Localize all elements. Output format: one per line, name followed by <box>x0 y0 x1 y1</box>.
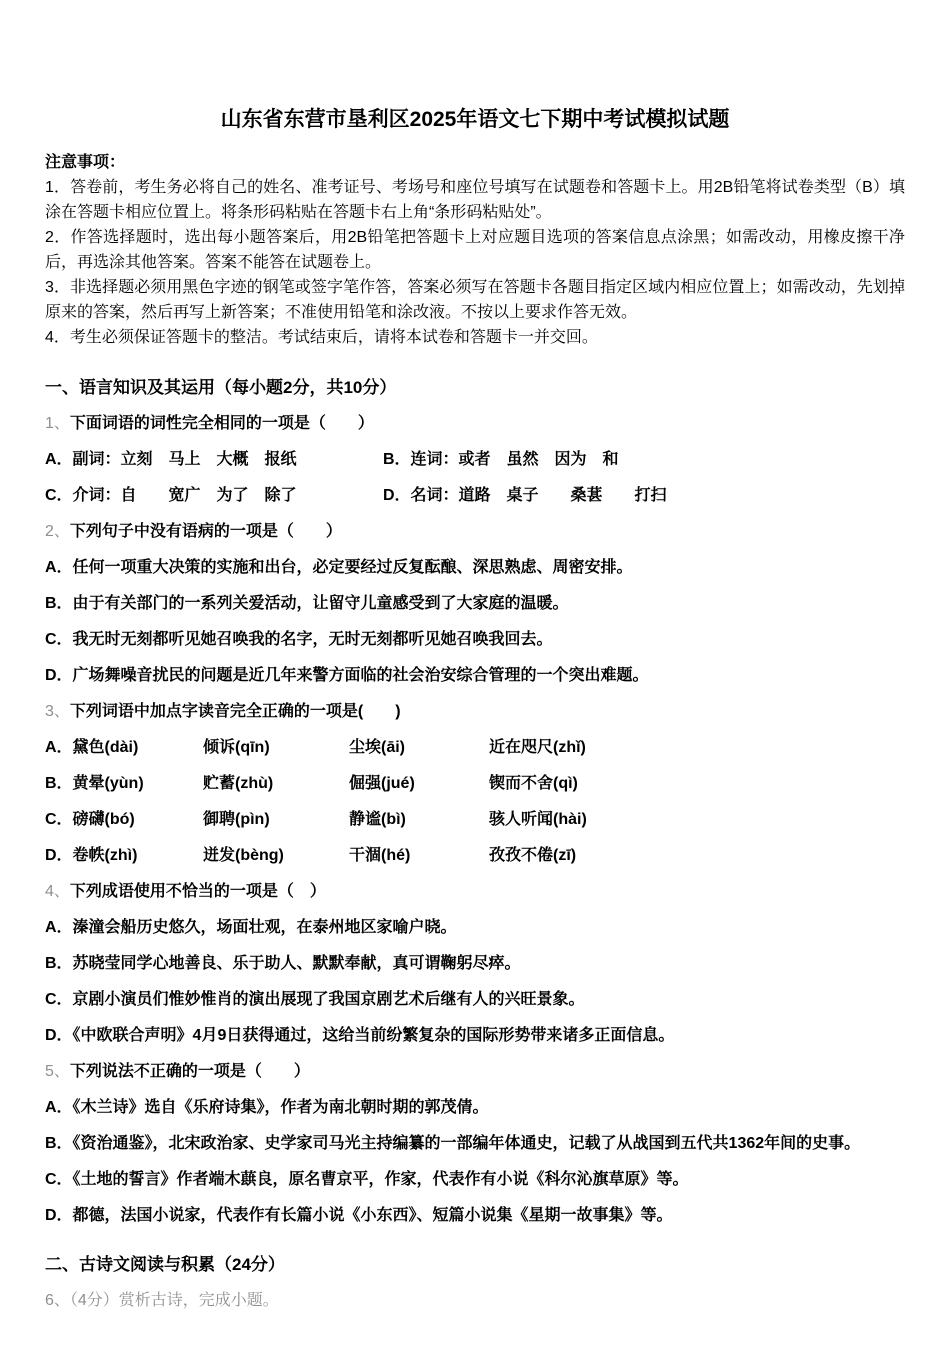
question-2-text: 下列句子中没有语病的一项是（ ） <box>69 523 342 540</box>
question-3-option-d <box>45 845 905 867</box>
section-language-knowledge <box>45 377 905 1227</box>
notice-item-3: 3．非选择题必须用黑色字迹的钢笔或签字笔作答，答案必须写在答题卡各题目指定区域内相应位置上；如需改动，先划掉原来的答案，然后再写上新答案；不准使用铅笔和涂改液。不按以上要求作答无效。 <box>45 279 905 321</box>
question-5-text: 下列说法不正确的一项是（ ） <box>69 1063 310 1080</box>
question-3-option-c-word-4: 骇人听闻(hài) <box>489 811 587 828</box>
exam-title: 山东省东营市垦利区2025年语文七下期中考试模拟试题 <box>220 108 730 131</box>
question-3-option-b-word-1: B．黄晕(yùn) <box>45 775 144 792</box>
question-3-option-c-word-2: 御聘(pìn) <box>203 811 270 828</box>
question-5-option-a: A．《木兰诗》选自《乐府诗集》，作者为南北朝时期的郭茂倩。 <box>45 1099 489 1116</box>
question-1-stem <box>45 413 905 435</box>
question-1-text: 下面词语的词性完全相同的一项是（ ） <box>69 415 374 432</box>
question-1-options-row-1 <box>45 449 905 471</box>
question-2-number: 2、 <box>45 523 70 540</box>
question-5-option-b: B．《资治通鉴》，北宋政治家、史学家司马光主持编纂的一部编年体通史，记载了从战国到五代共1362年间的史事。 <box>45 1135 861 1152</box>
section-two-heading: 二、古诗文阅读与积累（24分） <box>45 1255 285 1274</box>
question-3-option-a-word-4: 近在咫尺(zhǐ) <box>489 739 586 756</box>
question-3-option-a <box>45 737 905 759</box>
question-1-option-b: B．连词：或者 虽然 因为 和 <box>383 451 619 468</box>
section-one-heading: 一、语言知识及其运用（每小题2分，共10分） <box>45 378 397 397</box>
question-3-option-c-word-3: 静谧(bì) <box>349 811 406 828</box>
question-2-option-c: C．我无时无刻都听见她召唤我的名字，无时无刻都听见她召唤我回去。 <box>45 631 553 648</box>
question-4-option-c: C．京剧小演员们惟妙惟肖的演出展现了我国京剧艺术后继有人的兴旺景象。 <box>45 991 585 1008</box>
question-4-option-a: A．溱潼会船历史悠久，场面壮观，在泰州地区家喻户晓。 <box>45 919 457 936</box>
question-6-number: 6、 <box>45 1292 70 1309</box>
question-3-option-b-word-4: 锲而不舍(qì) <box>489 775 578 792</box>
question-1-options-row-2 <box>45 485 905 507</box>
question-1-option-a: A．副词：立刻 马上 大概 报纸 <box>45 451 297 468</box>
notice-item-4: 4．考生必须保证答题卡的整洁。考试结束后，请将本试卷和答题卡一并交回。 <box>45 329 598 346</box>
question-1-option-c: C．介词：自 宽广 为了 除了 <box>45 487 297 504</box>
question-5-number: 5、 <box>45 1063 70 1080</box>
notice-section <box>45 150 905 350</box>
question-3-option-b <box>45 773 905 795</box>
question-3-option-b-word-2: 贮蓄(zhù) <box>203 775 274 792</box>
notice-heading: 注意事项： <box>45 154 126 171</box>
question-4-number: 4、 <box>45 883 70 900</box>
section-classical-poetry <box>45 1254 905 1312</box>
question-3-option-a-word-1: A．黛色(dài) <box>45 739 139 756</box>
question-6-text: （4分）赏析古诗，完成小题。 <box>69 1292 279 1309</box>
question-5-option-d: D．都德，法国小说家，代表作有长篇小说《小东西》、短篇小说集《星期一故事集》等。 <box>45 1207 673 1224</box>
question-4-option-d: D．《中欧联合声明》4月9日获得通过，这给当前纷繁复杂的国际形势带来诸多正面信息。 <box>45 1027 675 1044</box>
question-3-option-d-word-3: 干涸(hé) <box>349 847 411 864</box>
question-3-option-c <box>45 809 905 831</box>
question-3-option-d-word-2: 迸发(bèng) <box>203 847 284 864</box>
question-4-option-b: B．苏晓莹同学心地善良、乐于助人、默默奉献，真可谓鞠躬尽瘁。 <box>45 955 521 972</box>
question-3-option-c-word-1: C．磅礴(bó) <box>45 811 135 828</box>
question-1-number: 1、 <box>45 415 70 432</box>
question-3-option-a-word-2: 倾诉(qīn) <box>203 739 270 756</box>
question-2-option-a: A．任何一项重大决策的实施和出台，必定要经过反复酝酿、深思熟虑、周密安排。 <box>45 559 633 576</box>
question-1-option-d: D．名词：道路 桌子 桑葚 打扫 <box>383 487 667 504</box>
question-2-option-b: B．由于有关部门的一系列关爱活动，让留守儿童感受到了大家庭的温暖。 <box>45 595 569 612</box>
notice-item-1: 1．答卷前，考生务必将自己的姓名、准考证号、考场号和座位号填写在试题卷和答题卡上。用2B铅笔将试卷类型（B）填涂在答题卡相应位置上。将条形码粘贴在答题卡右上角“条形码粘贴处”。 <box>45 179 905 221</box>
question-3-option-d-word-4: 孜孜不倦(zī) <box>489 847 577 864</box>
question-4-text: 下列成语使用不恰当的一项是（ ） <box>69 883 326 900</box>
question-3-text: 下列词语中加点字读音完全正确的一项是( ) <box>69 703 401 720</box>
question-4-stem <box>45 881 905 903</box>
question-3-option-a-word-3: 尘埃(āi) <box>349 739 406 756</box>
question-3-option-d-word-1: D．卷帙(zhì) <box>45 847 138 864</box>
notice-item-2: 2．作答选择题时，选出每小题答案后，用2B铅笔把答题卡上对应题目选项的答案信息点涂黑；如需改动，用橡皮擦干净后，再选涂其他答案。答案不能答在试题卷上。 <box>45 229 905 271</box>
question-3-number: 3、 <box>45 703 70 720</box>
question-6-stem <box>45 1290 905 1312</box>
question-3-stem <box>45 701 905 723</box>
question-2-option-d: D．广场舞噪音扰民的问题是近几年来警方面临的社会治安综合管理的一个突出难题。 <box>45 667 649 684</box>
question-2-stem <box>45 521 905 543</box>
question-5-stem <box>45 1061 905 1083</box>
question-5-option-c: C．《土地的誓言》作者端木蕻良，原名曹京平，作家，代表作有小说《科尔沁旗草原》等。 <box>45 1171 689 1188</box>
question-3-option-b-word-3: 倔强(jué) <box>349 775 415 792</box>
